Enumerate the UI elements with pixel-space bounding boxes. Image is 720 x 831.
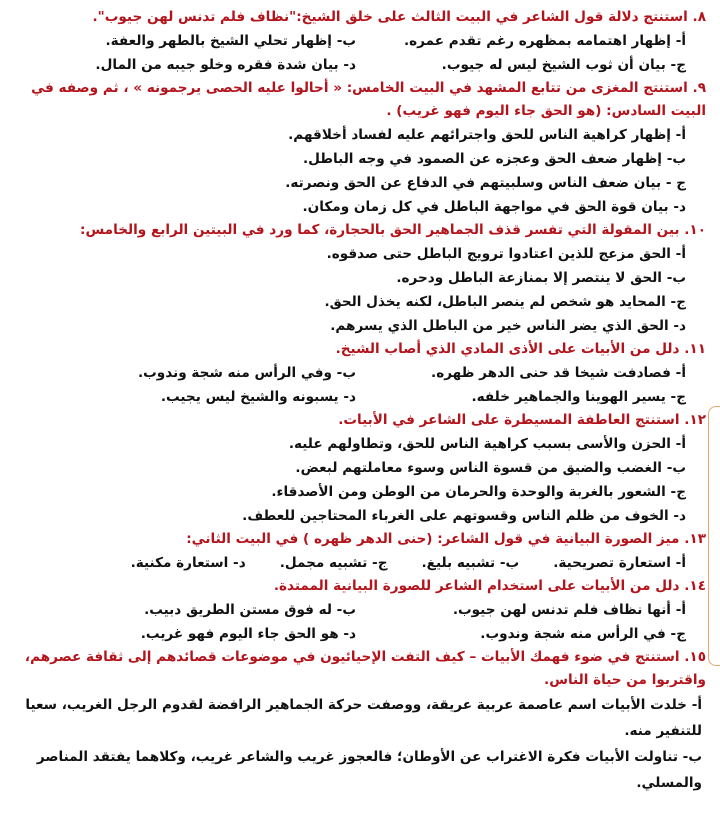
question-12 xyxy=(14,409,706,432)
question-9 xyxy=(14,77,706,123)
side-scroll-tab[interactable] xyxy=(708,406,720,666)
option-a[interactable]: أ- إظهار اهتمامه بمظهره رغم تقدم عمره. xyxy=(403,33,686,49)
option-a[interactable]: أ- إظهار كراهية الناس للحق واجترائهم عليه لفساد أخلاقهم. xyxy=(288,127,686,143)
option-c[interactable]: ج- بيان أن ثوب الشيخ ليس له جيوب. xyxy=(441,57,686,73)
question-15 xyxy=(14,646,706,692)
question-text: ميز الصورة البيانية في قول الشاعر: (حنى الدهر ظهره ) في البيت الثاني: xyxy=(186,531,680,547)
option-b[interactable]: ب- إظهار ضعف الحق وعجزه عن الصمود في وجه الباطل. xyxy=(302,151,686,167)
option-b[interactable]: ب- الحق لا ينتصر إلا بمنازعة الباطل ودحره. xyxy=(396,270,686,286)
option-b[interactable]: ب- تناولت الأبيات فكرة الاغتراب عن الأوطان؛ فالعجوز غريب والشاعر غريب، وكلاهما يفتقد المناصر والمسلي. xyxy=(36,749,702,791)
question-number: ٩. xyxy=(692,80,706,96)
options-row xyxy=(14,385,706,409)
option-d[interactable]: د- بيان قوة الحق في مواجهة الباطل في كل زمان ومكان. xyxy=(302,199,686,215)
option-a[interactable]: أ- الحزن والأسى بسبب كراهية الناس للحق، وتطاولهم عليه. xyxy=(288,436,686,452)
option-c[interactable]: ج- المحايد هو شخص لم ينصر الباطل، لكنه يخذل الحق. xyxy=(324,294,686,310)
question-13 xyxy=(14,528,706,551)
option-d[interactable]: د- الخوف من ظلم الناس وقسوتهم على الغرباء المحتاجين للعطف. xyxy=(242,508,686,524)
option-d[interactable]: د- بيان شدة فقره وخلو جيبه من المال. xyxy=(95,57,356,73)
option-b[interactable]: ب- إظهار تحلي الشيخ بالطهر والعفة. xyxy=(105,33,356,49)
option-d[interactable]: د- استعارة مكنية. xyxy=(130,555,246,571)
option-c[interactable]: ج- الشعور بالغربة والوحدة والحرمان من الوطن ومن الأصدقاء. xyxy=(271,484,686,500)
options-row xyxy=(14,622,706,646)
options-row xyxy=(14,29,706,53)
options-row xyxy=(14,361,706,385)
options-row xyxy=(14,551,706,575)
option-b[interactable]: ب- وفي الرأس منه شجة وندوب. xyxy=(137,365,356,381)
option-a[interactable]: أ- فصادفت شيخا قد حنى الدهر ظهره. xyxy=(431,365,686,381)
question-text: استنتج العاطفة المسيطرة على الشاعر في الأبيات. xyxy=(338,412,680,428)
question-number: ١١. xyxy=(684,341,706,357)
option-d[interactable]: د- الحق الذي يضر الناس خير من الباطل الذي يسرهم. xyxy=(330,318,686,334)
option-c[interactable]: ج- يسير الهوينا والجماهير خلفه. xyxy=(471,389,686,405)
options-row xyxy=(14,53,706,77)
question-number: ١٥. xyxy=(684,649,706,665)
option-a[interactable]: أ- خلدت الأبيات اسم عاصمة عربية عريقة، ووصفت حركة الجماهير الرافضة لقدوم الرجل الغريب، سعيا للتنفير منه. xyxy=(25,697,702,739)
question-number: ١٣. xyxy=(684,531,706,547)
option-a[interactable]: أ- أنها نظاف فلم تدنس لهن جيوب. xyxy=(452,602,686,618)
options-row xyxy=(14,598,706,622)
question-text: استنتج في ضوء فهمك الأبيات – كيف التفت الإحيائيون في موضوعات قصائدهم إلى ثقافة عصرهم، واقتربوا من حياة الناس. xyxy=(24,649,706,688)
option-d[interactable]: د- هو الحق جاء اليوم فهو غريب. xyxy=(140,626,356,642)
question-text: بين المقولة التي تفسر قذف الجماهير الحق بالحجارة، كما ورد في البيتين الرابع والخامس: xyxy=(80,222,680,238)
question-number: ١٤. xyxy=(684,578,706,594)
question-number: ١٠. xyxy=(684,222,706,238)
question-text: استنتج دلالة قول الشاعر في البيت الثالث على خلق الشيخ:"نظاف فلم تدنس لهن جيوب". xyxy=(92,9,688,25)
question-number: ١٢. xyxy=(684,412,706,428)
option-a[interactable]: أ- استعارة تصريحية. xyxy=(553,555,686,571)
question-text: دلل من الأبيات على استخدام الشاعر للصورة البيانية الممتدة. xyxy=(273,578,680,594)
option-a[interactable]: أ- الحق مزعج للذين اعتادوا ترويج الباطل حتى صدقوه. xyxy=(326,246,686,262)
question-text: استنتج المغزى من تتابع المشهد في البيت الخامس: « أحالوا عليه الحصى يرجمونه » ، ثم وصفه في البيت السادس: (هو الحق جاء اليوم فهو غريب) . xyxy=(31,80,706,119)
option-c[interactable]: ج - بيان ضعف الناس وسلبيتهم في الدفاع عن الحق ونصرته. xyxy=(285,175,686,191)
question-14 xyxy=(14,575,706,598)
option-b[interactable]: ب- له فوق مستن الطريق دبيب. xyxy=(144,602,356,618)
option-b[interactable]: ب- الغضب والضيق من قسوة الناس وسوء معاملتهم لبعض. xyxy=(295,460,686,476)
option-c[interactable]: ج- تشبيه مجمل. xyxy=(279,555,388,571)
question-number: ٨. xyxy=(692,9,706,25)
question-8 xyxy=(14,6,706,29)
option-c[interactable]: ج- في الرأس منه شجة وندوب. xyxy=(480,626,686,642)
question-text: دلل من الأبيات على الأذى المادي الذي أصاب الشيخ. xyxy=(335,341,680,357)
option-d[interactable]: د- يسبونه والشيخ ليس يجيب. xyxy=(160,389,356,405)
question-10 xyxy=(14,219,706,242)
question-11 xyxy=(14,338,706,361)
option-b[interactable]: ب- تشبيه بليغ. xyxy=(421,555,520,571)
